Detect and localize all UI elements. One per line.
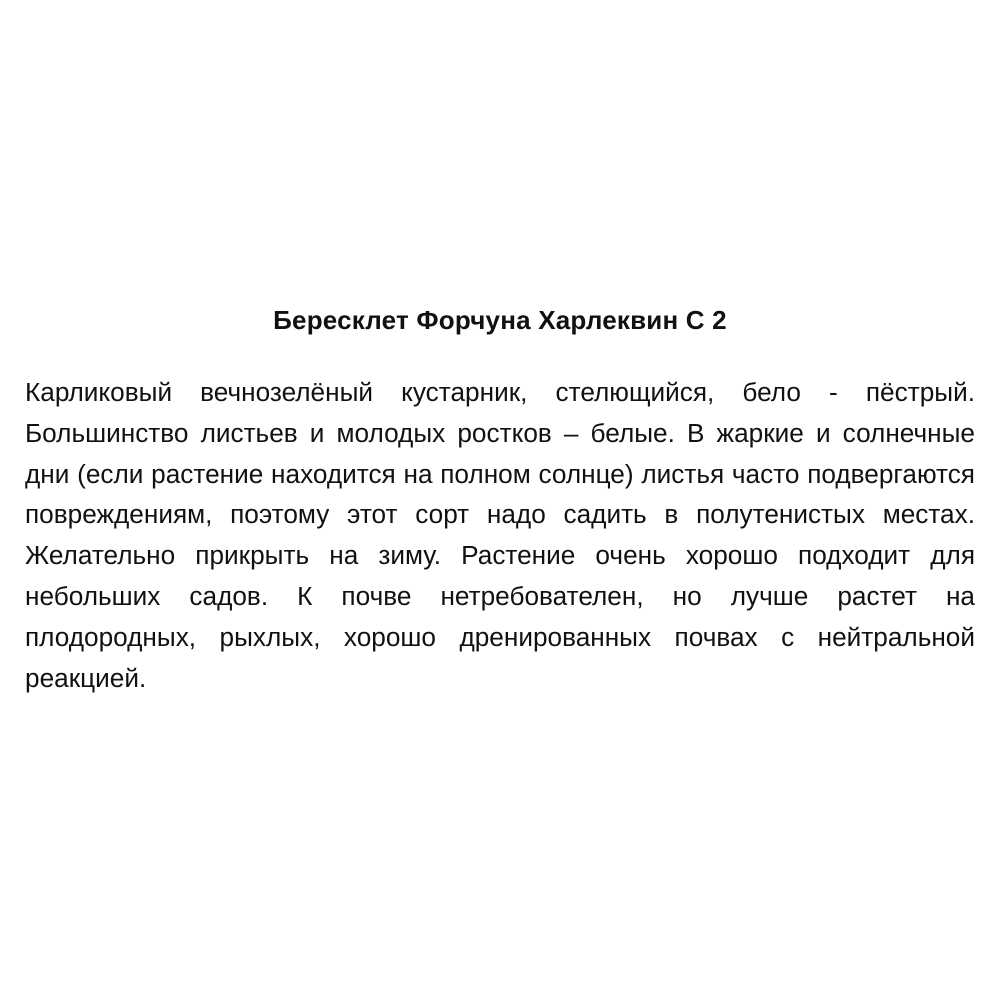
product-title: Бересклет Форчуна Харлеквин С 2: [273, 305, 727, 335]
product-description-paragraph: Карликовый вечнозелёный кустарник, стелющийся, бело - пёстрый. Большинство листьев и молодых ростков – белые. В жаркие и солнечные дни (если растение находится на полном солнце) листья часто подвергаются повреждениям, поэтому этот сорт надо садить в полутенистых местах. Желательно прикрыть на зиму. Растение очень хорошо подходит для небольших садов. К почве нетребователен, но лучше растет на плодородных, рыхлых, хорошо дренированных почвах с нейтральной реакцией.: [25, 377, 975, 693]
product-description-document: [25, 300, 975, 698]
